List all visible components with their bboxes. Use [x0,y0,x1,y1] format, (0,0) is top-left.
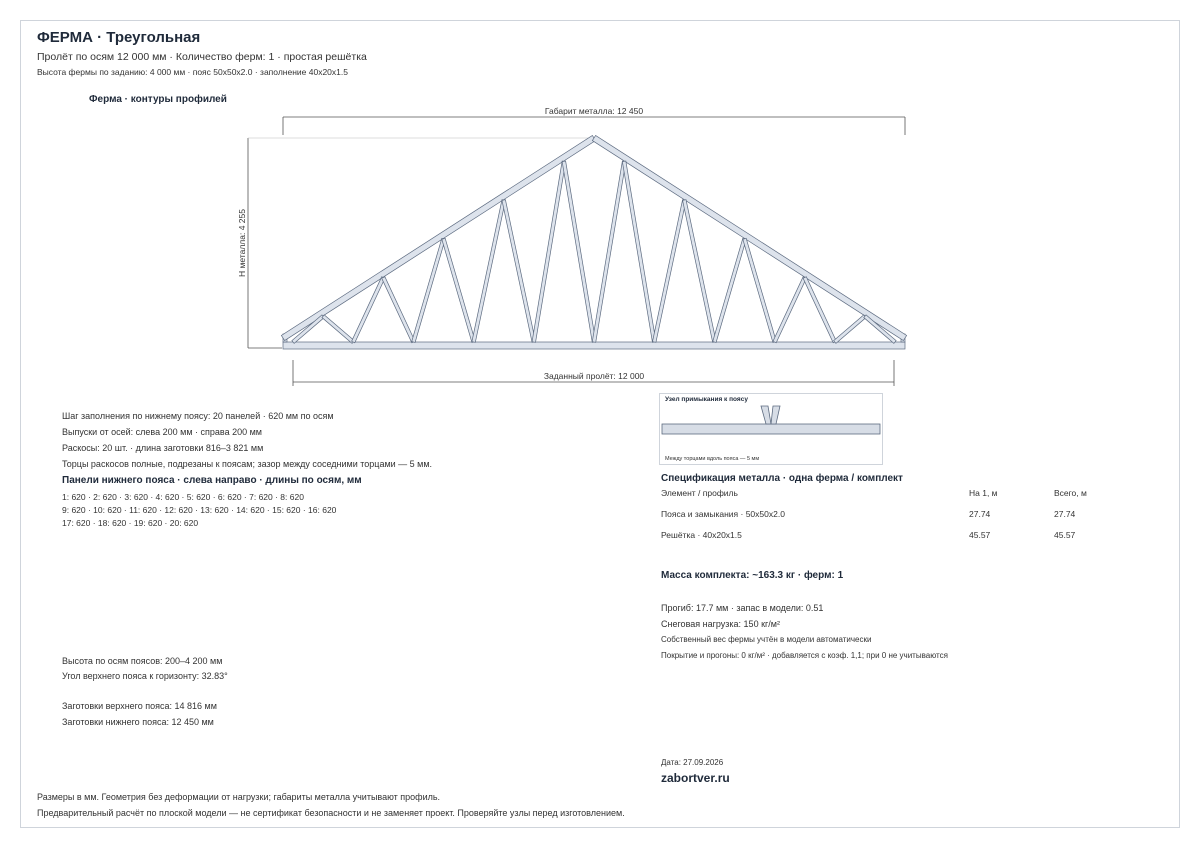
diagonal [472,200,506,343]
spec-header-element: Элемент / профиль [661,488,738,498]
loads-snow: Снеговая нагрузка: 150 кг/м² [661,619,780,629]
node-chord [662,424,880,434]
diagonal [652,200,686,343]
bottom-chord [283,342,905,349]
drawing-section-title: Ферма · контуры профилей [89,94,227,105]
footer-note-1: Размеры в мм. Геометрия без деформации от нагрузки; габариты металла учитывают профиль. [37,792,441,802]
spec-row-per-one: 45.57 [969,530,991,540]
truss-drawing [0,0,1200,400]
node-detail-sketch [660,394,882,464]
info-overhangs: Выпуски от осей: слева 200 мм · справа 200 мм [62,427,262,437]
date: Дата: 27.09.2026 [661,758,724,767]
spec-table [661,488,1101,551]
spec-header-row [661,488,1101,509]
panels-title: Панели нижнего пояса · слева направо · длины по осям, мм [62,475,362,486]
top-chord-right [592,135,906,340]
height-dim-label: H металла: 4 255 [237,209,247,277]
diagonal [532,161,566,342]
node-detail-title: Узел примыкания к поясу [665,396,748,403]
geom-angle: Угол верхнего пояса к горизонту: 32.83° [62,671,228,681]
geom-top-chord: Заготовки верхнего пояса: 14 816 мм [62,701,217,711]
spec-row-total: 27.74 [1054,509,1076,519]
span-dim-label: Заданный пролёт: 12 000 [543,371,645,381]
node-diagonal-left [761,406,771,424]
brand: zabortver.ru [661,771,730,785]
spec-title: Спецификация металла · одна ферма / комплект [661,473,903,484]
page-title: ФЕРМА · Треугольная [37,29,201,46]
spec-row-element: Пояса и замыкания · 50x50x2.0 [661,509,785,519]
diagonal [502,200,536,343]
page-subtitle-2: Высота фермы по заданию: 4 000 мм · пояс 50x50x2.0 · заполнение 40x20x1.5 [37,67,348,77]
diagonal [683,200,717,343]
top-chord-left [281,135,595,340]
spec-header-per-one: На 1, м [969,488,998,498]
spec-row-per-one: 27.74 [969,509,991,519]
footer-note-2: Предварительный расчёт по плоской модели — не сертификат безопасности и не заменяет проект. Проверяйте узлы перед изготовлением. [37,808,625,818]
loads-deflection: Прогиб: 17.7 мм · запас в модели: 0.51 [661,603,824,613]
node-diagonal-right [771,406,780,424]
panels-row-3: 17: 620 · 18: 620 · 19: 620 · 20: 620 [62,518,199,528]
overall-dim-label: Габарит металла: 12 450 [544,106,644,116]
spec-row [661,530,1101,551]
diagonal [622,161,656,342]
page-subtitle: Пролёт по осям 12 000 мм · Количество ферм: 1 · простая решётка [37,51,367,63]
diagonal [442,238,475,342]
diagonal [382,277,415,343]
spec-row-element: Решётка · 40x20x1.5 [661,530,742,540]
info-diagonals: Раскосы: 20 шт. · длина заготовки 816–3 821 мм [62,443,264,453]
diagonal [834,315,866,343]
geom-height: Высота по осям поясов: 200–4 200 мм [62,656,223,666]
loads-covering: Покрытие и прогоны: 0 кг/м² · добавляется с коэф. 1,1; при 0 не учитываются [661,651,948,660]
diagonal [562,161,596,342]
spec-header-total: Всего, м [1054,488,1087,498]
spec-mass: Масса комплекта: ~163.3 кг · ферм: 1 [661,570,844,581]
panels-row-1: 1: 620 · 2: 620 · 3: 620 · 4: 620 · 5: 620 · 6: 620 · 7: 620 · 8: 620 [62,492,304,502]
truss-members [281,135,906,349]
spec-row-total: 45.57 [1054,530,1076,540]
diagonal [713,238,746,342]
loads-self-weight: Собственный вес фермы учтён в модели автоматически [661,635,872,644]
diagonal [773,277,806,343]
node-detail-box [659,393,883,465]
panels-row-2: 9: 620 · 10: 620 · 11: 620 · 12: 620 · 13: 620 · 14: 620 · 15: 620 · 16: 620 [62,505,337,515]
info-fill-step: Шаг заполнения по нижнему поясу: 20 панелей · 620 мм по осям [62,411,334,421]
diagonal [322,315,354,343]
info-ends: Торцы раскосов полные, подрезаны к поясам; зазор между соседними торцами — 5 мм. [62,459,433,469]
spec-row [661,509,1101,530]
diagonal [592,161,626,342]
node-detail-caption: Между торцами вдоль пояса — 5 мм [665,456,760,462]
geom-bottom-chord: Заготовки нижнего пояса: 12 450 мм [62,717,214,727]
